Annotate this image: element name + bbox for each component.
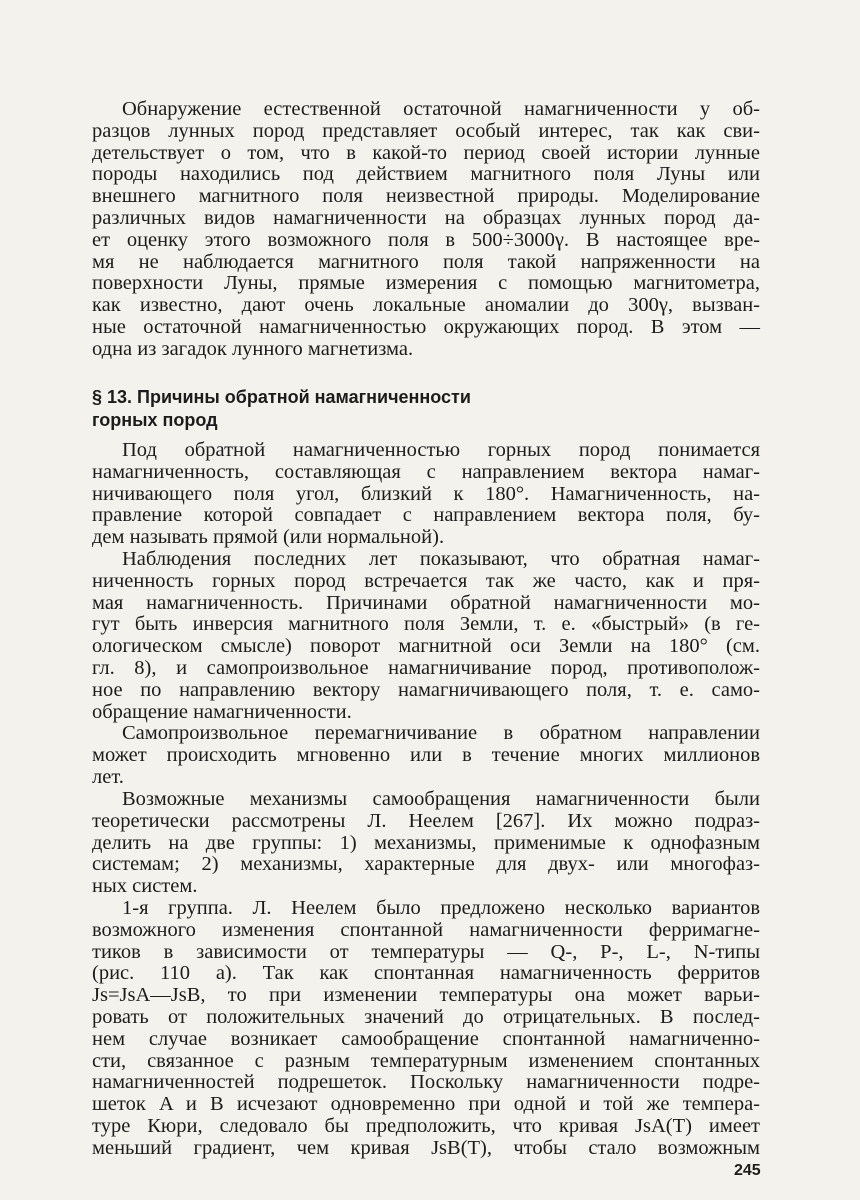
text-line: намагниченность, составляющая с направлением вектора намаг- (92, 460, 760, 483)
paragraph-intro (92, 99, 760, 361)
text-line: поверхности Луны, прямые измерения с помощью магнитометра, (92, 272, 760, 295)
text-line: ет оценку этого возможного поля в 500÷3000γ. В настоящее вре- (92, 228, 760, 251)
text-line: одна из загадок лунного магнетизма. (92, 337, 414, 360)
text-line: правление которой совпадает с направлением вектора поля, бу- (92, 504, 760, 527)
text-line: различных видов намагниченности на образцах лунных пород да- (92, 206, 760, 229)
text-line: тиков в зависимости от температуры — Q-, P-, L-, N-типы (92, 940, 760, 963)
text-line: Под обратной намагниченностью горных пород понимается (122, 439, 760, 461)
text-line: может происходить мгновенно или в течение многих миллионов (92, 743, 760, 766)
text-line: ровать от положительных значений до отрицательных. В послед- (92, 1005, 760, 1028)
paragraph-mechanisms (92, 789, 760, 898)
text-line: теоретически рассмотрены Л. Неелем [267]. Их можно подраз- (92, 809, 760, 832)
text-line: ных систем. (92, 875, 198, 898)
text-line: породы находились под действием магнитного поля Луны или (92, 163, 760, 186)
paragraph-definition (92, 440, 760, 549)
section-heading (92, 386, 612, 432)
text-line: детельствует о том, что в какой-то период своей истории лунные (92, 141, 760, 164)
page-number: 245 (734, 1162, 761, 1179)
text-line: как известно, дают очень локальные аномалии до 300γ, вызван- (92, 294, 760, 317)
text-line: лет. (92, 765, 124, 788)
text-line: дем называть прямой (или нормальной). (92, 526, 445, 549)
text-line: ологическом смысле) поворот магнитной оси Земли на 180° (см. (92, 635, 760, 658)
text-line: внешнего магнитного поля неизвестной природы. Моделирование (92, 185, 760, 208)
text-line: нем случае возникает самообращение спонтанной намагниченно- (92, 1027, 760, 1050)
text-line: Обнаружение естественной остаточной намагниченности у об- (122, 98, 760, 120)
paragraph-remagnetization (92, 723, 760, 788)
text-line: туре Кюри, следовало бы предположить, что кривая JsA(T) имеет (92, 1114, 760, 1137)
text-line: Самопроизвольное перемагничивание в обратном направлении (122, 722, 760, 744)
text-line: обращение намагниченности. (92, 700, 352, 723)
text-line: намагниченностей подрешеток. Поскольку намагниченности подре- (92, 1071, 760, 1094)
text-line: гл. 8), и самопроизвольное намагничивание пород, противополож- (92, 656, 760, 679)
text-line: мая намагниченность. Причинами обратной намагниченности мо- (92, 591, 760, 614)
section-heading-line2: горных пород (92, 410, 218, 430)
text-line: ные остаточной намагниченностью окружающих пород. В этом — (92, 315, 760, 338)
text-line: сти, связанное с разным температурным изменением спонтанных (92, 1049, 760, 1072)
text-line: меньший градиент, чем кривая JsB(T), чтобы стало возможным (92, 1136, 760, 1159)
text-line: ное по направлению вектору намагничивающего поля, т. е. само- (92, 678, 760, 701)
text-line: системам; 2) механизмы, характерные для двух- или многофаз- (92, 853, 760, 876)
text-line: (рис. 110 а). Так как спонтанная намагниченность ферритов (92, 962, 760, 985)
text-line: 1-я группа. Л. Неелем было предложено несколько вариантов (122, 897, 760, 919)
text-line: шеток A и B исчезают одновременно при одной и той же темпера- (92, 1093, 760, 1116)
text-line: делить на две группы: 1) механизмы, применимые к однофазным (92, 831, 760, 854)
text-line: Наблюдения последних лет показывают, что обратная намаг- (122, 548, 760, 570)
paragraph-observations (92, 549, 760, 723)
text-line: гут быть инверсия магнитного поля Земли, т. е. «быстрый» (в ге- (92, 613, 760, 636)
text-line: разцов лунных пород представляет особый интерес, так как сви- (92, 119, 760, 142)
text-line: Js=JsA—JsB, то при изменении температуры она может варьи- (92, 984, 760, 1007)
text-line: возможного изменения спонтанной намагниченности ферримагне- (92, 918, 760, 941)
text-line: мя не наблюдается магнитного поля такой напряженности на (92, 250, 760, 273)
section-heading-line1: § 13. Причины обратной намагниченности (92, 387, 471, 407)
text-line: ниченность горных пород встречается так же часто, как и пря- (92, 569, 760, 592)
paragraph-group1 (92, 898, 760, 1160)
text-line: ничивающего поля угол, близкий к 180°. Намагниченность, на- (92, 482, 760, 505)
text-line: Возможные механизмы самообращения намагниченности были (122, 788, 760, 810)
